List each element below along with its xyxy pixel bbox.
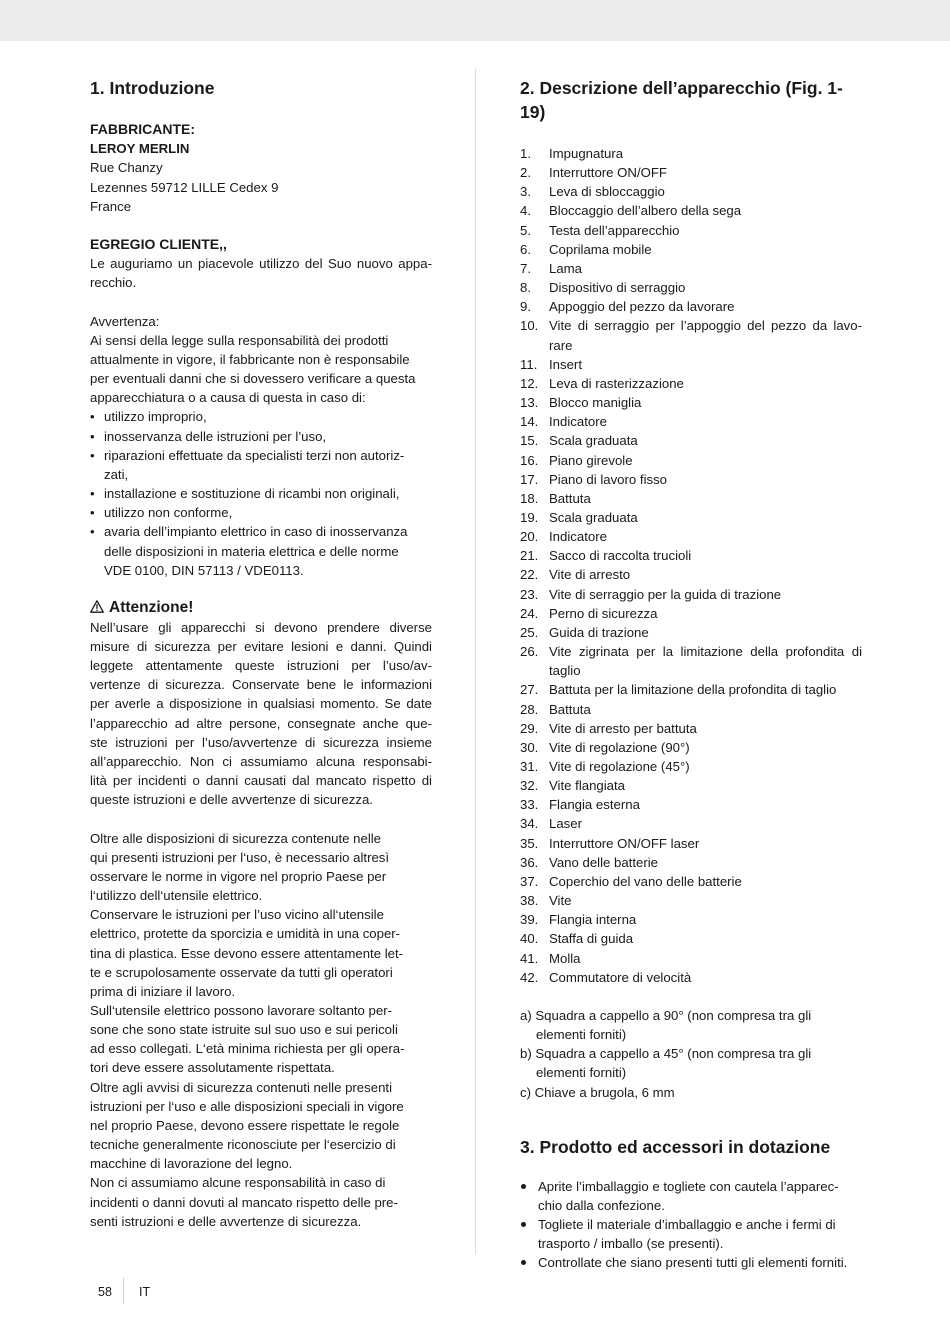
list-item-text: taglio — [549, 663, 581, 679]
list-item — [520, 355, 862, 374]
list-item — [520, 891, 862, 910]
list-item-text: Testa dell’apparecchio — [549, 222, 680, 238]
list-item: • utilizzo improprio, — [90, 407, 432, 426]
list-item — [520, 527, 862, 546]
list-item-number: 26. — [520, 644, 539, 660]
list-item — [520, 585, 862, 604]
list-item-text: Appoggio del pezzo da lavorare — [549, 299, 735, 315]
list-item — [520, 795, 862, 814]
left-column — [90, 76, 432, 1231]
list-item-number: 22. — [520, 567, 539, 583]
intro-title: 1. Introduzione — [90, 78, 215, 98]
top-band — [0, 0, 950, 41]
list-item — [520, 719, 862, 738]
text-line: attualmente in vigore, il fabbricante non è responsabile — [90, 351, 410, 367]
list-item-number: 40. — [520, 931, 539, 947]
list-item — [520, 929, 862, 948]
list-item-text: Bloccaggio dell’albero della sega — [549, 203, 742, 219]
list-item-text: Scala graduata — [549, 433, 638, 449]
liability-bullet-list — [90, 407, 432, 579]
bullet-icon — [521, 1260, 526, 1265]
text-line: Oltre agli avvisi di sicurezza contenuti nelle presenti — [90, 1079, 392, 1095]
list-item-text: VDE 0100, DIN 57113 / VDE0113. — [104, 562, 304, 578]
address-line: France — [90, 198, 132, 214]
accessories-list — [520, 1006, 862, 1102]
list-item-text: Vite di regolazione (45°) — [549, 759, 690, 774]
list-item: • avaria dell’impianto elettrico in caso di inosservanza delle disposizioni in materia elettrica e delle norme VDE 0100, DIN 57113 / VDE0113. — [90, 522, 432, 579]
text-line: prima di iniziare il lavoro. — [90, 983, 236, 999]
warning-heading — [90, 598, 432, 618]
description-title: 2. Descrizione dell’apparecchio (Fig. 1-19) — [520, 78, 843, 122]
bullet-icon — [521, 1222, 526, 1227]
text-line: nel proprio Paese, devono essere rispettate le regole — [90, 1117, 400, 1133]
list-item-text: chio dalla confezione. — [538, 1197, 665, 1213]
safety-text — [90, 829, 432, 1231]
list-item-number: 23. — [520, 586, 539, 602]
text-line: apparecchiatura o a causa di questa in caso di: — [90, 390, 366, 406]
list-item — [520, 814, 862, 833]
list-item-text: Blocco maniglia — [549, 395, 642, 411]
list-item — [520, 757, 862, 776]
address-block — [90, 158, 432, 215]
language-code: IT — [139, 1285, 151, 1299]
list-item-text: Vite di regolazione (90°) — [549, 739, 690, 755]
list-item-number: 3. — [520, 184, 531, 200]
list-item-text: avaria dell’impianto elettrico in caso di inosservanza — [104, 524, 408, 540]
text-line: per averle a disposizione in qualsiasi momento. Se date — [90, 696, 432, 712]
list-item-number: 32. — [520, 778, 539, 794]
text-line: Ai sensi della legge sulla responsabilità dei prodotti — [90, 332, 389, 348]
list-item: • inosservanza delle istruzioni per l’uso, — [90, 427, 432, 446]
text-line: ste istruzioni per l’uso/avvertenze di sicurezza insieme — [90, 734, 432, 750]
list-item-text: Sacco di raccolta trucioli — [549, 548, 692, 564]
list-item-text: Battuta — [549, 701, 591, 717]
list-item-number: 11. — [520, 356, 538, 372]
list-item-text: Insert — [549, 356, 582, 372]
right-column — [520, 76, 862, 1273]
list-item — [520, 680, 862, 699]
list-item-number: 39. — [520, 912, 539, 928]
list-item-text: Scala graduata — [549, 509, 638, 525]
list-item-number: 15. — [520, 433, 539, 449]
list-item — [520, 316, 862, 354]
warning-text — [90, 618, 432, 810]
address-line: Lezennes 59712 LILLE Cedex 9 — [90, 179, 279, 195]
list-item — [520, 1177, 862, 1215]
text-line: queste istruzioni e delle avvertenze di sicurezza. — [90, 792, 373, 808]
list-item — [520, 910, 862, 929]
warning-title: Attenzione! — [109, 598, 194, 616]
list-item-number: 30. — [520, 739, 539, 755]
text-line: vertenze di sicurezza. Conservate bene le informazioni — [90, 677, 432, 693]
text-line: qui presenti istruzioni per l‘uso, è necessario altresì — [90, 849, 390, 865]
list-item-text: Battuta per la limitazione della profondita di taglio — [549, 682, 837, 698]
text-line: senti istruzioni e delle avvertenze di sicurezza. — [90, 1213, 362, 1229]
text-line: tina di plastica. Esse devono essere attentamente let- — [90, 945, 404, 961]
text-line: leggete attentamente queste istruzioni per l’uso/av- — [90, 658, 432, 674]
list-item: • riparazioni effettuate da specialisti terzi non autoriz- zati, — [90, 446, 432, 484]
page-footer — [98, 1284, 151, 1300]
text-line: osservare le norme in vigore nel proprio Paese per — [90, 868, 387, 884]
list-item-text: Leva di rasterizzazione — [549, 375, 684, 391]
list-item — [520, 297, 862, 316]
list-item — [520, 259, 862, 278]
list-item-number: 36. — [520, 854, 539, 870]
list-item-text: Piano di lavoro fisso — [549, 471, 668, 487]
list-item-text: Molla — [549, 950, 581, 966]
list-item-number: 13. — [520, 395, 539, 411]
list-item-text: Interruttore ON/OFF — [549, 165, 667, 181]
list-item-number: 6. — [520, 241, 531, 257]
list-item-number: 42. — [520, 969, 539, 985]
text-line: tori deve essere assolutamente rispettata. — [90, 1060, 335, 1076]
list-item-number: 19. — [520, 509, 539, 525]
list-item-number: 28. — [520, 701, 539, 717]
text-line: recchio. — [90, 275, 137, 291]
list-item-text: Interruttore ON/OFF laser — [549, 835, 700, 851]
list-item-number: 33. — [520, 797, 539, 813]
text-line: Oltre alle disposizioni di sicurezza contenute nelle — [90, 830, 382, 846]
list-item-text: Coperchio del vano delle batterie — [549, 873, 742, 889]
list-item-text: Impugnatura — [549, 146, 624, 161]
greeting-text — [90, 254, 432, 292]
list-item-text: elementi forniti) — [536, 1065, 627, 1081]
list-item — [520, 1044, 862, 1082]
list-item — [520, 604, 862, 623]
list-item-text: Perno di sicurezza — [549, 605, 658, 621]
list-item — [520, 393, 862, 412]
list-item — [520, 1253, 862, 1272]
text-line: Le auguriamo un piacevole utilizzo del Suo nuovo appa- — [90, 256, 432, 272]
text-line: Conservare le istruzioni per l’uso vicino all‘utensile — [90, 907, 384, 923]
text-line: elettrico, protette da sporcizia e umidità in una coper- — [90, 926, 401, 942]
list-item — [520, 853, 862, 872]
page-number: 58 — [98, 1285, 112, 1299]
text-line: istruzioni per l‘uso e alle disposizioni speciali in vigore — [90, 1098, 404, 1114]
list-item-number: 37. — [520, 873, 539, 889]
list-item — [520, 201, 862, 220]
list-item — [520, 968, 862, 987]
text-line: per eventuali danni che si dovessero verificare a questa — [90, 371, 416, 387]
list-item-text: utilizzo non conforme, — [104, 505, 233, 521]
list-item-text: rare — [549, 337, 573, 353]
list-item-text: Vite flangiata — [549, 778, 626, 794]
list-item — [520, 872, 862, 891]
list-item — [520, 738, 862, 757]
list-item-number: 18. — [520, 490, 539, 506]
list-item-number: 41. — [520, 950, 539, 966]
list-item-number: 12. — [520, 375, 539, 391]
list-item-text: Togliete il materiale d’imballaggio e anche i fermi di — [538, 1217, 836, 1233]
list-item-number: 14. — [520, 414, 539, 430]
list-item — [520, 949, 862, 968]
list-item-number: 31. — [520, 759, 539, 774]
text-line: sone che sono state istruite sul suo uso e sui pericoli — [90, 1022, 398, 1038]
list-item-number: 8. — [520, 280, 531, 296]
parts-list — [520, 144, 862, 987]
column-divider — [475, 68, 476, 1254]
list-item — [520, 642, 862, 680]
text-line: Non ci assumiamo alcune responsabilità in caso di — [90, 1175, 386, 1191]
text-line: l’apparecchio ad altre persone, consegnate anche que- — [90, 715, 432, 731]
list-item — [520, 834, 862, 853]
list-item-text: Vite di serraggio per l’appoggio del pezzo da lavo- — [549, 318, 862, 334]
list-item-text: Aprite l’imballaggio e togliete con cautela l’apparec- — [538, 1178, 839, 1194]
list-item-text: b) Squadra a cappello a 45° (non compresa tra gli — [520, 1046, 812, 1062]
bullet-icon — [521, 1184, 526, 1189]
warning-triangle-icon — [90, 600, 104, 613]
list-item — [520, 489, 862, 508]
list-item-text: Laser — [549, 816, 582, 832]
list-item-text: Coprilama mobile — [549, 241, 652, 257]
list-item-text: elementi forniti) — [536, 1027, 627, 1043]
list-item-number: 5. — [520, 222, 531, 238]
list-item-number: 7. — [520, 260, 531, 276]
list-item-text: installazione e sostituzione di ricambi non originali, — [104, 486, 400, 502]
list-item — [520, 182, 862, 201]
list-item-text: Piano girevole — [549, 452, 633, 468]
list-item-text: Battuta — [549, 490, 591, 506]
list-item — [520, 374, 862, 393]
list-item — [520, 1006, 862, 1044]
list-item — [520, 144, 862, 163]
list-item — [520, 508, 862, 527]
list-item — [520, 240, 862, 259]
list-item-number: 17. — [520, 471, 539, 487]
footer-divider — [123, 1278, 124, 1304]
manufacturer-label: FABBRICANTE: — [90, 121, 195, 137]
list-item-text: Vite zigrinata per la limitazione della profondita di — [549, 644, 862, 660]
list-item-text: Flangia interna — [549, 912, 637, 928]
list-item — [520, 1215, 862, 1253]
list-item-number: 16. — [520, 452, 539, 468]
text-line: Sull‘utensile elettrico possono lavorare soltanto per- — [90, 1002, 393, 1018]
list-item-number: 21. — [520, 548, 539, 564]
list-item-text: c) Chiave a brugola, 6 mm — [520, 1084, 675, 1100]
text-line: Avvertenza: — [90, 313, 160, 329]
list-item — [520, 163, 862, 182]
list-item-text: zati, — [104, 466, 129, 482]
list-item-text: riparazioni effettuate da specialisti terzi non autoriz- — [104, 447, 405, 463]
list-item — [520, 700, 862, 719]
list-item — [520, 278, 862, 297]
list-item — [520, 431, 862, 450]
text-line: all’apparecchio. Non ci assumiamo alcuna responsabi- — [90, 753, 432, 769]
list-item — [520, 221, 862, 240]
text-line: tecniche generalmente riconosciute per l‘esercizio di — [90, 1137, 396, 1153]
text-line: misure di sicurezza per evitare lesioni e danni. Quindi — [90, 639, 432, 655]
list-item-text: Commutatore di velocità — [549, 969, 692, 985]
list-item-text: Vite di serraggio per la guida di trazione — [549, 586, 782, 602]
list-item-text: Leva di sbloccaggio — [549, 184, 665, 200]
list-item-number: 24. — [520, 605, 539, 621]
greeting-title: EGREGIO CLIENTE,, — [90, 235, 227, 252]
list-item — [520, 451, 862, 470]
list-item-number: 4. — [520, 203, 531, 219]
list-item-text: Vite — [549, 893, 572, 909]
list-item-text: Guida di trazione — [549, 624, 649, 640]
text-line: l‘utilizzo dell‘utensile elettrico. — [90, 888, 263, 904]
list-item-number: 35. — [520, 835, 539, 851]
list-item: • installazione e sostituzione di ricambi non originali, — [90, 484, 432, 503]
list-item — [520, 412, 862, 431]
list-item-number: 1. — [520, 146, 531, 161]
manufacturer-name: LEROY MERLIN — [90, 141, 190, 157]
list-item-text: Controllate che siano presenti tutti gli elementi forniti. — [538, 1255, 848, 1271]
list-item — [520, 546, 862, 565]
list-item-text: delle disposizioni in materia elettrica e delle norme — [104, 543, 399, 559]
list-item-text: Vano delle batterie — [549, 854, 658, 870]
list-item-text: Indicatore — [549, 414, 607, 430]
list-item-text: a) Squadra a cappello a 90° (non compresa tra gli — [520, 1008, 812, 1024]
list-item-text: inosservanza delle istruzioni per l’uso, — [104, 428, 327, 444]
text-line: macchine di lavorazione del legno. — [90, 1156, 293, 1172]
text-line: Nell’usare gli apparecchi si devono prendere diverse — [90, 619, 432, 635]
notice-text — [90, 312, 432, 408]
list-item-number: 25. — [520, 624, 539, 640]
list-item-number: 20. — [520, 529, 539, 545]
text-line: incidenti o danni dovuti al mancato rispetto delle pre- — [90, 1194, 398, 1210]
list-item-text: Vite di arresto — [549, 567, 631, 583]
list-item-number: 34. — [520, 816, 539, 832]
list-item-number: 2. — [520, 165, 531, 181]
list-item — [520, 776, 862, 795]
list-item-text: trasporto / imballo (se presenti). — [538, 1236, 724, 1252]
scope-title: 3. Prodotto ed accessori in dotazione — [520, 1136, 831, 1157]
list-item-number: 9. — [520, 299, 531, 315]
list-item-number: 38. — [520, 893, 539, 909]
list-item-number: 27. — [520, 682, 539, 698]
list-item-text: Vite di arresto per battuta — [549, 720, 697, 736]
list-item-text: Flangia esterna — [549, 797, 640, 813]
scope-list — [520, 1177, 862, 1273]
list-item-text: Dispositivo di serraggio — [549, 280, 686, 296]
text-line: te e scrupolosamente osservate da tutti gli operatori — [90, 964, 393, 980]
text-line: lità per incidenti o danni causati dal mancato rispetto di — [90, 773, 432, 789]
list-item — [520, 1083, 862, 1102]
list-item-text: Lama — [549, 260, 582, 276]
list-item-text: Indicatore — [549, 529, 607, 545]
text-line: ad esso collegati. L‘età minima richiesta per gli opera- — [90, 1041, 405, 1057]
list-item: • utilizzo non conforme, — [90, 503, 432, 522]
list-item-number: 29. — [520, 720, 539, 736]
list-item-text: Staffa di guida — [549, 931, 634, 947]
list-item — [520, 565, 862, 584]
list-item-text: utilizzo improprio, — [104, 409, 207, 425]
list-item — [520, 470, 862, 489]
list-item-number: 10. — [520, 318, 539, 334]
list-item — [520, 623, 862, 642]
address-line: Rue Chanzy — [90, 160, 163, 176]
